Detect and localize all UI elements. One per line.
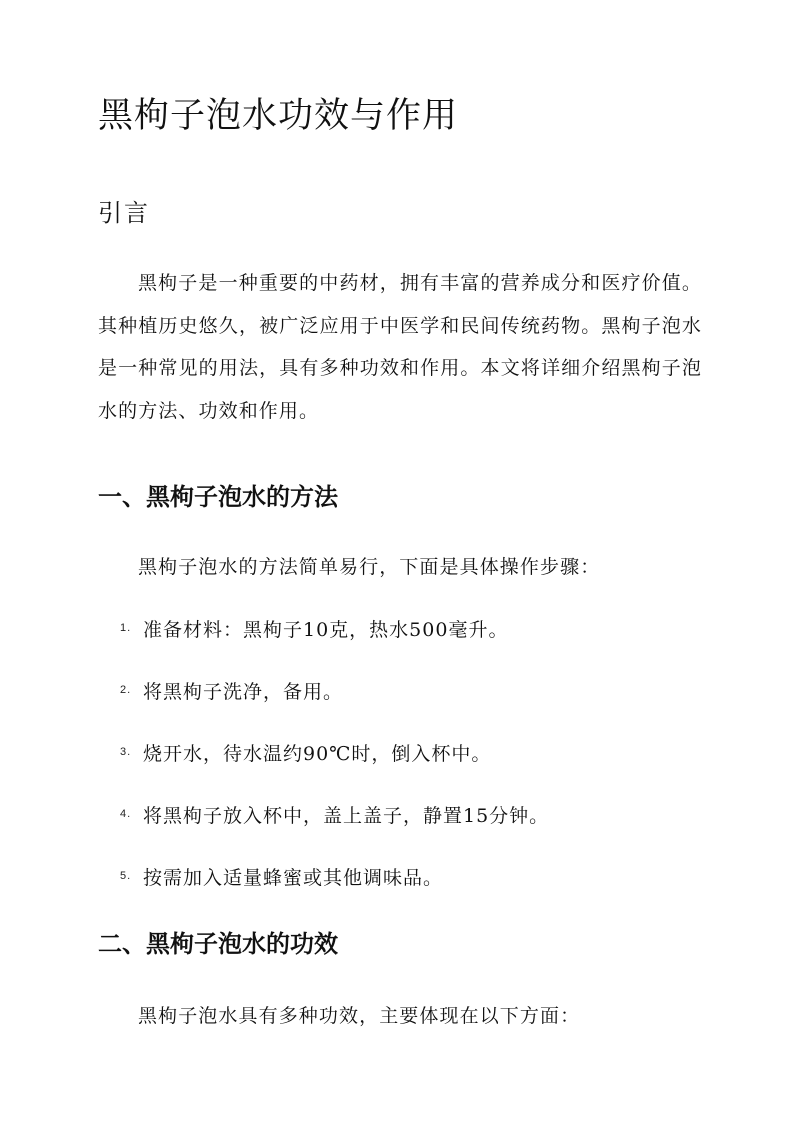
step-number: 3.	[120, 746, 132, 758]
step-text: 按需加入适量蜂蜜或其他调味品。	[143, 867, 444, 889]
step-text: 烧开水，待水温约90℃时，倒入杯中。	[143, 743, 492, 765]
section-effects-intro: 黑枸子泡水具有多种功效，主要体现在以下方面：	[138, 1005, 581, 1027]
list-item	[98, 734, 702, 796]
list-item	[98, 796, 702, 858]
step-text: 将黑枸子洗净，备用。	[143, 681, 344, 703]
list-item	[98, 610, 702, 672]
list-item	[98, 672, 702, 734]
step-number: 5.	[120, 870, 132, 882]
section-effects-heading: 二、黑枸子泡水的功效	[98, 929, 338, 958]
list-item	[98, 858, 702, 920]
intro-paragraph: 黑枸子是一种重要的中药材，拥有丰富的营养成分和医疗价值。其种植历史悠久，被广泛应用于中医学和民间传统药物。黑枸子泡水是一种常见的用法，具有多种功效和作用。本文将详细介绍黑枸子泡水的方法、功效和作用。	[98, 272, 702, 422]
step-number: 1.	[120, 622, 132, 634]
section-method-heading: 一、黑枸子泡水的方法	[98, 482, 338, 511]
step-text: 准备材料：黑枸子10克，热水500毫升。	[143, 619, 509, 641]
section-method-intro: 黑枸子泡水的方法简单易行，下面是具体操作步骤：	[138, 556, 601, 578]
step-text: 将黑枸子放入杯中，盖上盖子，静置15分钟。	[143, 805, 550, 827]
document-title: 黑枸子泡水功效与作用	[98, 96, 459, 136]
method-steps-list	[98, 610, 702, 920]
step-number: 2.	[120, 684, 132, 696]
step-number: 4.	[120, 808, 132, 820]
intro-heading: 引言	[98, 199, 150, 227]
